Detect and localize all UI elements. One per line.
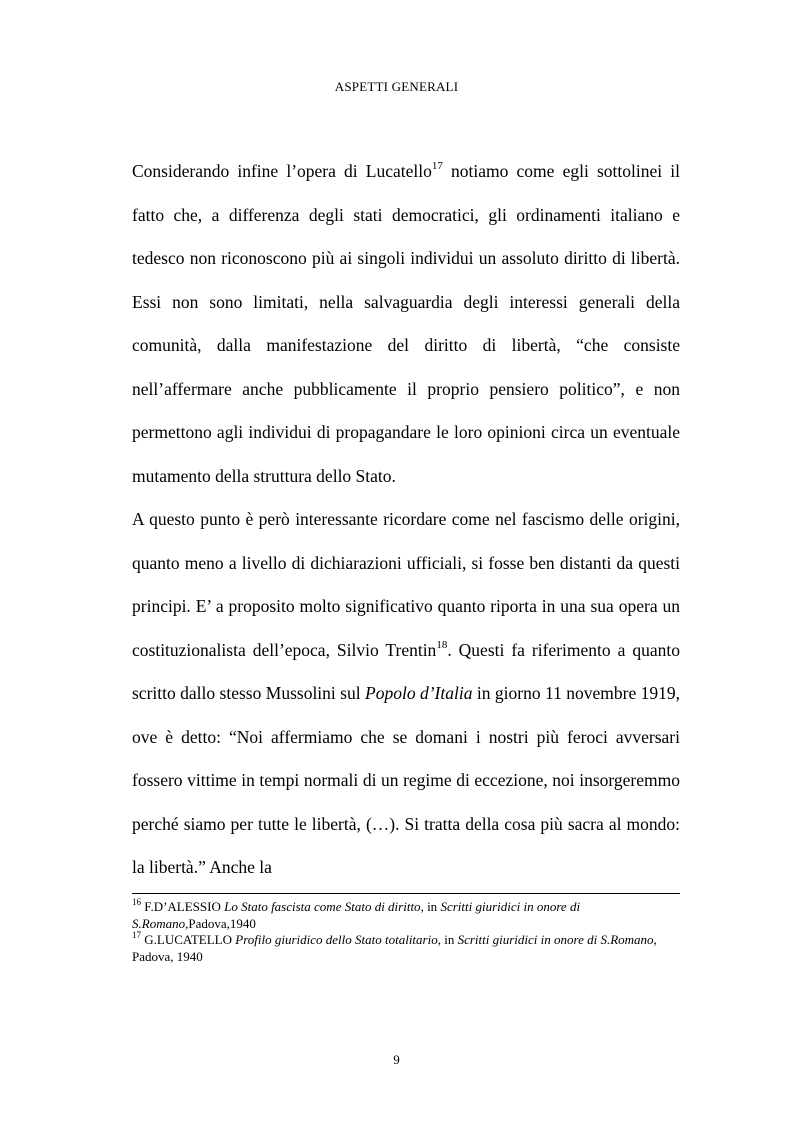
footnote-divider xyxy=(132,893,680,894)
footnotes xyxy=(132,896,680,965)
footnote-title: Lo Stato fascista come Stato di diritto xyxy=(224,899,421,914)
paragraph-1 xyxy=(132,150,680,498)
footnote-number: 17 xyxy=(132,929,141,940)
footnote-number: 16 xyxy=(132,896,141,907)
footnote-tail: ,Padova,1940 xyxy=(185,915,256,931)
paragraph-2-text-b: . Questi fa riferimento a quanto scritto dallo stesso Mussolini sul xyxy=(132,639,680,703)
footnote-ref-18: 18 xyxy=(436,638,448,651)
footnote-ref-17: 17 xyxy=(431,160,443,173)
footnote-work: Scritti giuridici in onore di S.Romano xyxy=(457,932,654,947)
paragraph-1-text-b: notiamo come egli sottolinei il fatto che, a differenza degli stati democratici, gli ordinamenti italiano e tedesco non riconoscono più ai singoli individui un assoluto diritto di libertà. Essi non sono limitati, nella salvaguardia degli interessi generali della comunità, dalla manifestazione del diritto di libertà, “che consiste nell’affermare anche pubblicamente il proprio pensiero politico”, e non permettono agli individui di propagandare le loro opinioni circa un eventuale mutamento della struttura dello Stato. xyxy=(132,161,680,486)
footnote-author: G.LUCATELLO xyxy=(141,932,236,947)
footnote-connector: , in xyxy=(420,899,441,914)
main-text xyxy=(132,150,680,890)
footnote-title: Profilo giuridico dello Stato totalitario xyxy=(235,932,438,947)
footnote-tail: , Padova, 1940 xyxy=(132,932,657,964)
footnote-work: Scritti giuridici in onore di S.Romano xyxy=(132,899,581,931)
paragraph-1-text-a: Considerando infine l’opera di Lucatello xyxy=(132,161,432,181)
page-number: 9 xyxy=(393,1052,400,1067)
paragraph-2 xyxy=(132,498,680,890)
paragraph-2-text-a: A questo punto è però interessante ricordare come nel fascismo delle origini, quanto meno a livello di dichiarazioni ufficiali, si fosse ben distanti da questi principi. E’ a proposito molto significativo quanto riporta in una sua opera un costituzionalista dell’epoca, Silvio Trentin xyxy=(132,509,680,660)
footnote-connector: , in xyxy=(437,932,458,947)
footnote-17 xyxy=(132,929,680,965)
running-header: ASPETTI GENERALI xyxy=(334,79,459,94)
newspaper-title: Popolo d’Italia xyxy=(365,683,473,703)
paragraph-2-text-c: in giorno 11 novembre 1919, ove è detto: “Noi affermiamo che se domani i nostri più feroci avversari fossero vittime in tempi normali di un regime di eccezione, noi insorgeremmo perché siamo per tutte le libertà, (…). Si tratta della cosa più sacra al mondo: la libertà.” Anche la xyxy=(132,683,680,877)
footnote-16 xyxy=(132,896,680,932)
footnote-author: F.D’ALESSIO xyxy=(141,899,225,914)
